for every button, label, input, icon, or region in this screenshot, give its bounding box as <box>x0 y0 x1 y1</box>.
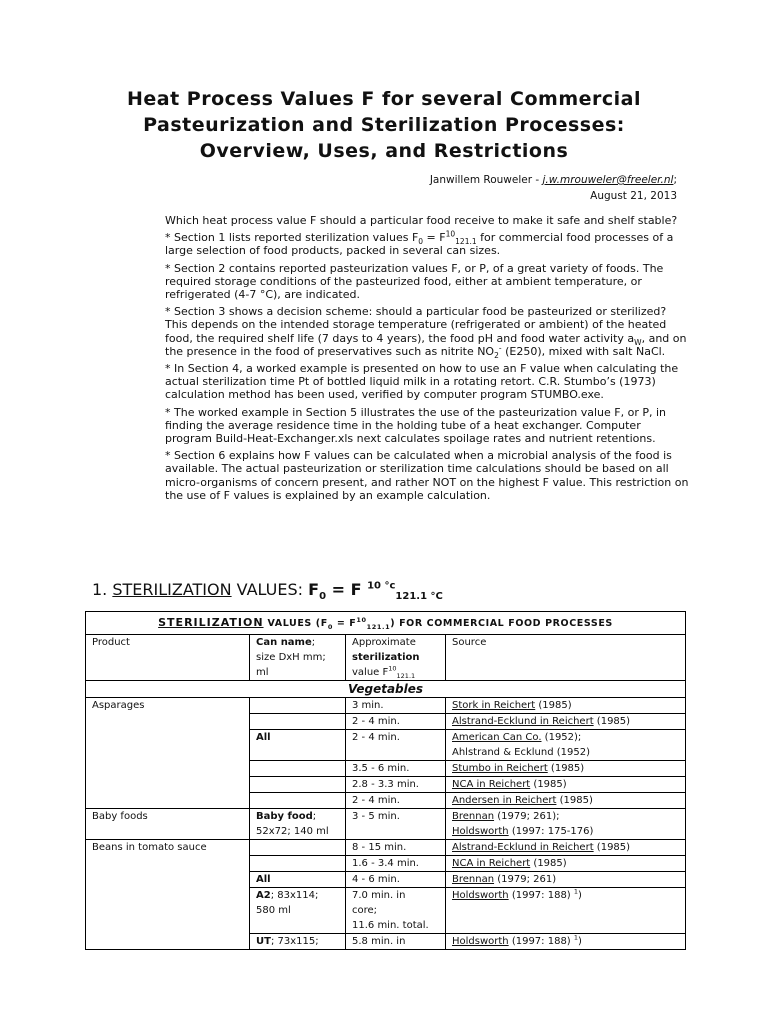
can-cell <box>250 714 346 730</box>
p2-text-c: for commercial food processes of a large selection of food products, packed in several can sizes. <box>165 231 674 258</box>
can-cell <box>250 793 346 809</box>
value-cell: 4 - 6 min. <box>346 872 446 888</box>
table-row <box>86 840 686 856</box>
header-value-sup: 10 <box>388 664 397 673</box>
product-beans: Beans in tomato sauce <box>86 840 250 950</box>
can-name: A2 <box>256 890 271 901</box>
title-line-1: Heat Process Values F for several Commercial <box>126 88 641 110</box>
introduction <box>165 214 690 506</box>
caption-sub: 121.1 <box>366 622 391 631</box>
source-year: (1985) <box>593 842 631 853</box>
source-year: (1952); <box>541 732 582 743</box>
source-link[interactable]: NCA in Reichert <box>452 779 531 790</box>
can-name: Baby food <box>256 811 313 822</box>
can-size: ; 73x115; <box>270 936 319 947</box>
footnote-paren: ) <box>578 890 582 901</box>
header-can-name-rest: ; <box>311 637 316 648</box>
author-name: Janwillem Rouweler - <box>429 174 543 186</box>
formula-sub: 121.1 °C <box>395 591 443 603</box>
p4-sup: - <box>498 343 502 353</box>
p2-text-b: = F <box>423 231 446 245</box>
p4-text-c: (E250), mixed with salt NaCl. <box>501 344 666 358</box>
value-cell <box>346 888 446 934</box>
formula-eq: = F <box>326 580 368 599</box>
intro-paragraph-2 <box>165 231 690 257</box>
table-caption-row <box>86 612 686 635</box>
header-value-f: value F <box>352 667 389 678</box>
caption-text-2: = F <box>332 618 357 629</box>
p4-text-b: , and on the presence in the food of preservatives such as nitrite NO <box>165 331 687 358</box>
document-date: August 21, 2013 <box>590 190 677 202</box>
value-cell: 3 - 5 min. <box>346 809 446 840</box>
p2-text-a: * Section 1 lists reported sterilization values F <box>165 231 419 245</box>
value-cell: 2 - 4 min. <box>346 793 446 809</box>
source-year: (1985) <box>547 763 585 774</box>
can-cell <box>250 698 346 714</box>
source-year: (1979; 261) <box>494 874 557 885</box>
p4-sub-w: W <box>634 337 642 347</box>
source-cell <box>446 793 686 809</box>
source-cell <box>446 777 686 793</box>
table-row <box>86 698 686 714</box>
can-name-rest: ; <box>312 811 317 822</box>
source-link[interactable]: Alstrand-Ecklund in Reichert <box>452 716 594 727</box>
email-suffix: ; <box>673 174 677 186</box>
category-row <box>86 681 686 698</box>
header-value <box>346 635 446 681</box>
value-cell: 2 - 4 min. <box>346 730 446 761</box>
header-approx: Approximate <box>352 637 416 648</box>
header-value-sub: 121.1 <box>396 672 416 680</box>
document-title <box>70 86 698 164</box>
value-cell: 2 - 4 min. <box>346 714 446 730</box>
header-can-size: size DxH mm; <box>256 652 326 663</box>
source-link[interactable]: Holdsworth <box>452 826 509 837</box>
author-line <box>430 172 677 188</box>
source-link[interactable]: Holdsworth <box>452 890 509 901</box>
source-year: (1985) <box>530 779 567 790</box>
source-cell <box>446 934 686 950</box>
can-cell <box>250 888 346 934</box>
section-word-values: VALUES: <box>231 580 309 599</box>
source-link[interactable]: Holdsworth <box>452 936 509 947</box>
caption-sup: 10 <box>356 615 367 624</box>
product-asparages: Asparages <box>86 698 250 809</box>
can-cell <box>250 840 346 856</box>
can-name: UT <box>256 936 271 947</box>
source-year: (1997: 175-176) <box>508 826 594 837</box>
source-cell <box>446 761 686 777</box>
caption-sterilization: STERILIZATION <box>158 616 264 629</box>
footnote-mark: 1 <box>573 933 579 942</box>
intro-paragraph-4 <box>165 305 690 361</box>
p4-text-a: * Section 3 shows a decision scheme: should a particular food be pasteurized or sterilized? This depends on the intended storage temperature (refrigerated or ambient) of the heated food, the required shelf life (7 days to 4 years), the food pH and food water activity a <box>165 305 667 345</box>
intro-paragraph-3: * Section 2 contains reported pasteurization values F, or P, of a great variety of foods. The required storage conditions of the pasteurized food, either at ambient temperature, or refrigerated (4-7 °C), are indicated. <box>165 261 664 302</box>
p4-sub-2: 2 <box>494 351 499 361</box>
source-cell <box>446 840 686 856</box>
source-link[interactable]: Alstrand-Ecklund in Reichert <box>452 842 594 853</box>
table-row <box>86 809 686 840</box>
caption-text-1: VALUES (F <box>263 618 328 629</box>
source-text: Ahlstrand & Ecklund (1952) <box>452 747 591 758</box>
value-cell: 2.8 - 3.3 min. <box>346 777 446 793</box>
source-year: (1979; 261); <box>494 811 560 822</box>
header-can-ml: ml <box>256 667 269 678</box>
source-cell <box>446 698 686 714</box>
source-link[interactable]: Brennan <box>452 874 495 885</box>
source-year: (1997: 188) <box>508 936 574 947</box>
source-link[interactable]: Brennan <box>452 811 495 822</box>
sterilization-table <box>85 611 686 950</box>
header-source: Source <box>446 635 686 681</box>
header-can-name: Can name <box>256 637 312 648</box>
caption-sub-0: 0 <box>327 622 333 631</box>
value-cell: 3.5 - 6 min. <box>346 761 446 777</box>
footnote-paren: ) <box>578 936 582 947</box>
value-cell: 1.6 - 3.4 min. <box>346 856 446 872</box>
p2-sup: 10 <box>445 229 456 239</box>
author-email-link[interactable]: j.w.mrouweler@freeler.nl <box>542 174 674 186</box>
can-ml: 580 ml <box>256 905 291 916</box>
can-size: 52x72; 140 ml <box>256 826 329 837</box>
table-header-row <box>86 635 686 681</box>
intro-paragraph-7: * Section 6 explains how F values can be calculated when a microbial analysis of the food is available. The actual pasteurization or sterilization time calculations should be based on all micro-organisms of concern present, and rather NOT on the highest F value. This restriction on the use of F values is explained by an example calculation. <box>165 449 689 502</box>
source-link[interactable]: American Can Co. <box>452 732 542 743</box>
formula-sub-0: 0 <box>319 591 327 603</box>
can-cell <box>250 761 346 777</box>
intro-paragraph-5: * In Section 4, a worked example is presented on how to use an F value when calculating the actual sterilization time Pt of bottled liquid milk in a rotating retort. C.R. Stumbo’s (1973) calculation method has been used, verified by computer program STUMBO.exe. <box>165 362 679 402</box>
title-line-3: Overview, Uses, and Restrictions <box>199 140 569 162</box>
header-product: Product <box>86 635 250 681</box>
author-block <box>430 172 677 204</box>
source-cell <box>446 872 686 888</box>
product-baby-foods: Baby foods <box>86 809 250 840</box>
table-caption <box>86 612 686 635</box>
can-cell <box>250 934 346 950</box>
title-line-2: Pasteurization and Sterilization Processes: <box>143 114 625 136</box>
value-cell: 5.8 min. in <box>346 934 446 950</box>
source-year: (1985) <box>535 700 572 711</box>
source-cell <box>446 809 686 840</box>
value-cell: 3 min. <box>346 698 446 714</box>
can-cell <box>250 856 346 872</box>
can-cell: All <box>250 730 346 761</box>
source-year: (1985) <box>556 795 593 806</box>
source-link[interactable]: Stork in Reichert <box>452 700 536 711</box>
source-cell <box>446 714 686 730</box>
source-link[interactable]: Stumbo in Reichert <box>452 763 548 774</box>
value-line: core; <box>352 905 378 916</box>
source-year: (1985) <box>593 716 631 727</box>
section-word-sterilization: STERILIZATION <box>112 580 232 599</box>
value-line: 7.0 min. in <box>352 890 406 901</box>
source-link[interactable]: NCA in Reichert <box>452 858 531 869</box>
can-cell: All <box>250 872 346 888</box>
value-cell: 8 - 15 min. <box>346 840 446 856</box>
caption-text-3: ) FOR COMMERCIAL FOOD PROCESSES <box>390 618 613 629</box>
section-number: 1. <box>92 580 113 599</box>
can-cell <box>250 809 346 840</box>
source-year: (1997: 188) <box>508 890 574 901</box>
intro-paragraph-1: Which heat process value F should a particular food receive to make it safe and shelf stable? <box>165 214 678 227</box>
source-cell <box>446 888 686 934</box>
can-size: ; 83x114; <box>270 890 319 901</box>
source-link[interactable]: Andersen in Reichert <box>452 795 557 806</box>
p2-sub: 121.1 <box>455 237 477 247</box>
footnote-mark: 1 <box>573 887 579 896</box>
formula-sup: 10 °c <box>367 580 396 592</box>
value-line: 11.6 min. total. <box>352 920 429 931</box>
intro-paragraph-6: * The worked example in Section 5 illustrates the use of the pasteurization value F, or P, in finding the average residence time in the holding tube of a heat exchanger. Computer program Build-Heat-Exchanger.xls next calculates spoilage rates and nutrient retentions. <box>165 405 667 446</box>
formula-f: F <box>308 580 320 599</box>
can-cell <box>250 777 346 793</box>
source-year: (1985) <box>530 858 567 869</box>
section-1-heading <box>92 578 443 602</box>
header-can <box>250 635 346 681</box>
p2-sub-0: 0 <box>418 237 424 247</box>
category-vegetables: Vegetables <box>86 681 686 698</box>
source-cell <box>446 856 686 872</box>
header-sterilization: sterilization <box>352 652 420 663</box>
source-cell <box>446 730 686 761</box>
